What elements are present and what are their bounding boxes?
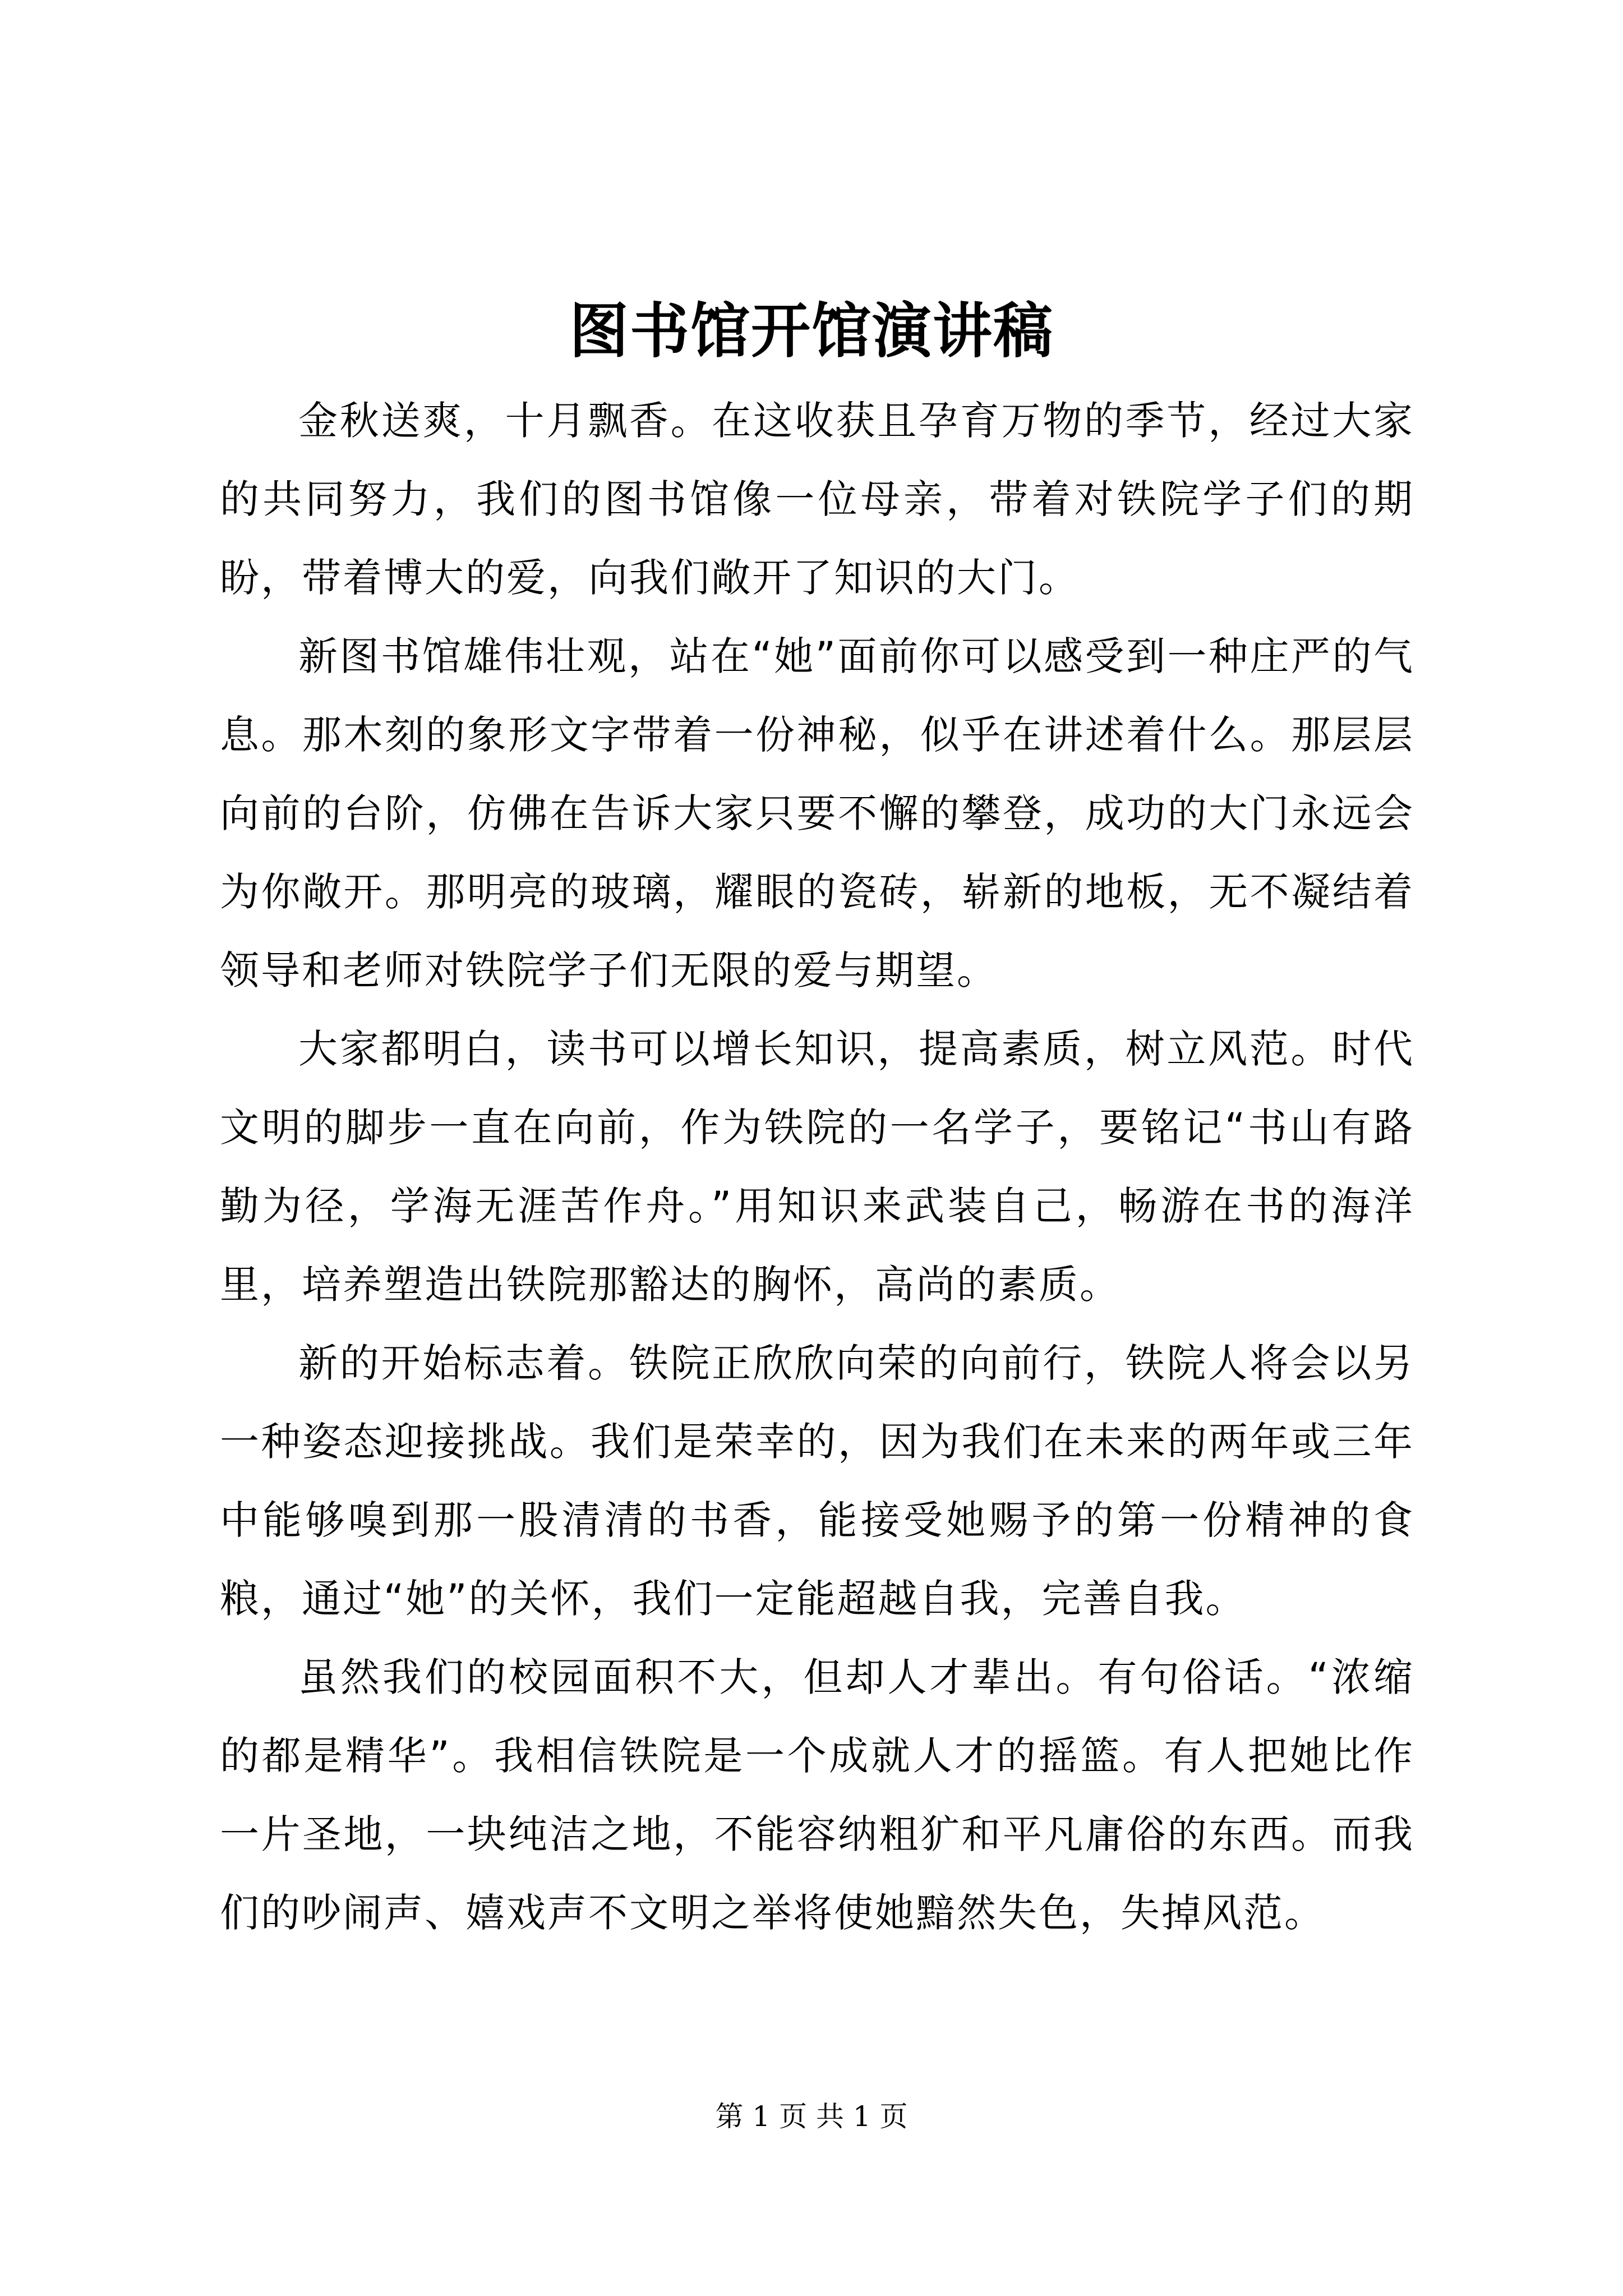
paragraph: 虽然我们的校园面积不大，但却人才辈出。有句俗话。“浓缩的都是精华”。我相信铁院是一个成就人才的摇篮。有人把她比作一片圣地，一块纯洁之地，不能容纳粗犷和平凡庸俗的东西。而我们的吵闹声、嬉戏声不文明之举将使她黯然失色，失掉风范。 <box>220 1654 1414 1936</box>
document-body <box>220 381 1414 1952</box>
page-number-footer: 第 1 页 共 1 页 <box>715 2100 908 2133</box>
paragraph: 新图书馆雄伟壮观，站在“她”面前你可以感受到一种庄严的气息。那木刻的象形文字带着一份神秘，似乎在讲述着什么。那层层向前的台阶，仿佛在告诉大家只要不懈的攀登，成功的大门永远会为你敞开。那明亮的玻璃，耀眼的瓷砖，崭新的地板，无不凝结着领导和老师对铁院学子们无限的爱与期望。 <box>220 633 1414 993</box>
document-title: 图书馆开馆演讲稿 <box>569 296 1054 366</box>
paragraph: 新的开始标志着。铁院正欣欣向荣的向前行，铁院人将会以另一种姿态迎接挑战。我们是荣幸的，因为我们在未来的两年或三年中能够嗅到那一股清清的书香，能接受她赐予的第一份精神的食粮，通过“她”的关怀，我们一定能超越自我，完善自我。 <box>220 1340 1414 1622</box>
paragraph: 金秋送爽，十月飘香。在这收获且孕育万物的季节，经过大家的共同努力，我们的图书馆像一位母亲，带着对铁院学子们的期盼，带着博大的爱，向我们敞开了知识的大门。 <box>220 398 1414 601</box>
paragraph: 大家都明白，读书可以增长知识，提高素质，树立风范。时代文明的脚步一直在向前，作为铁院的一名学子，要铭记“书山有路勤为径，学海无涯苦作舟。”用知识来武装自己，畅游在书的海洋里，培养塑造出铁院那豁达的胸怀，高尚的素质。 <box>220 1026 1414 1308</box>
